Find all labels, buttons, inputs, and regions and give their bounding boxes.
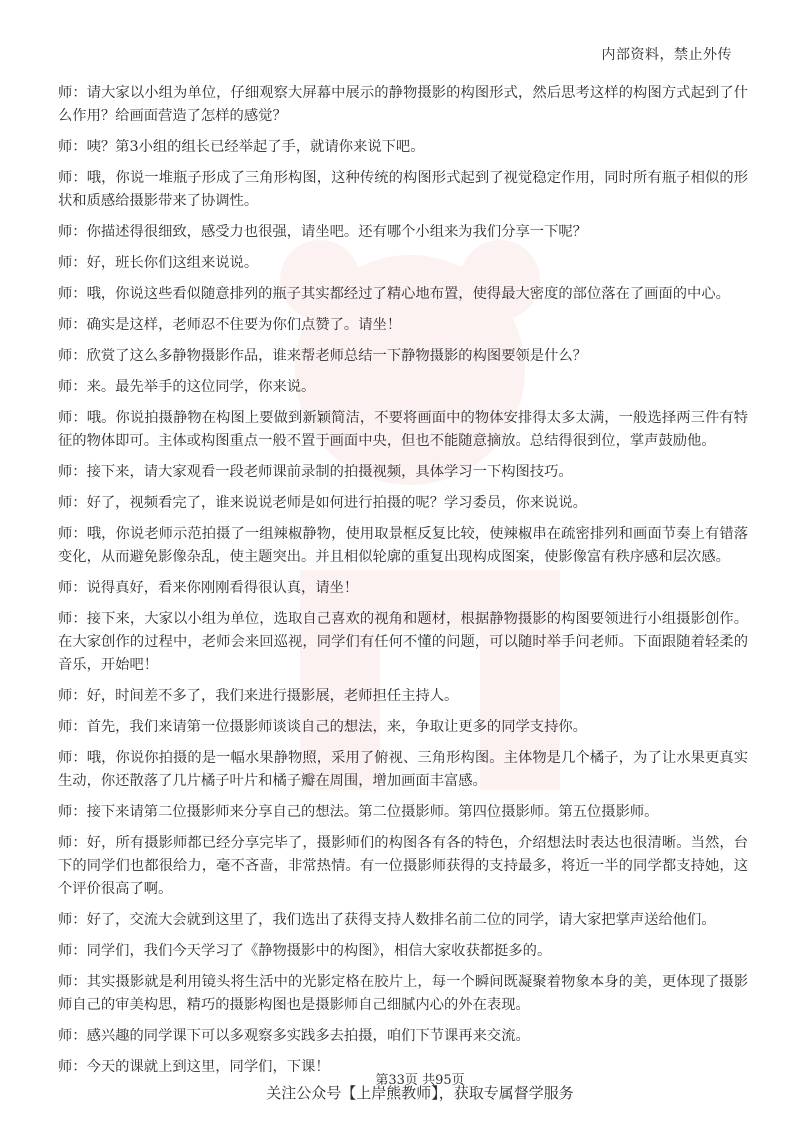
teacher-speech-paragraph: 师：好，所有摄影师都已经分享完毕了，摄影师们的构图各有各的特色，介绍想法时表达也很清晰。当然，台下的同学们也都很给力，毫不吝啬，非常热情。有一位摄影师获得的支持最多，将近一半的同学都支持她，这个评价很高了啊。	[58, 835, 748, 897]
teacher-speech-paragraph: 师：哦，你说你拍摄的是一幅水果静物照，采用了俯视、三角形构图。主体物是几个橘子，为了让水果更真实生动，你还散落了几片橘子叶片和橘子瓣在周围，增加画面丰富感。	[58, 750, 748, 789]
teacher-speech-paragraph: 师：你描述得很细致，感受力也很强，请坐吧。还有哪个小组来为我们分享一下呢？	[58, 224, 587, 240]
teacher-speech-paragraph: 师：咦？第3小组的组长已经举起了手，就请你来说下吧。	[58, 139, 425, 155]
teacher-speech-paragraph: 师：其实摄影就是利用镜头将生活中的光影定格在胶片上，每一个瞬间既凝聚着物象本身的美，更体现了摄影师自己的审美构思，精巧的摄影构图也是摄影师自己细腻内心的外在表现。	[58, 974, 748, 1013]
teacher-speech-paragraph: 师：哦，你说一堆瓶子形成了三角形构图，这种传统的构图形式起到了视觉稳定作用，同时所有瓶子相似的形状和质感给摄影带来了协调性。	[58, 170, 748, 209]
teacher-speech-paragraph: 师：确实是这样，老师忍不住要为你们点赞了。请坐！	[58, 317, 402, 333]
teacher-speech-paragraph: 师：哦。你说拍摄静物在构图上要做到新颖简洁，不要将画面中的物体安排得太多太满，一般选择两三件有特征的物体即可。主体或构图重点一般不置于画面中央，但也不能随意摘放。总结得很到位，掌声鼓励他。	[58, 410, 748, 449]
teacher-speech-paragraph: 师：来。最先举手的这位同学，你来说。	[58, 379, 316, 395]
footer-promo-note: 关注公众号【上岸熊教师】，获取专属督学服务	[266, 1084, 574, 1102]
teacher-speech-paragraph: 师：接下来，请大家观看一段老师课前录制的拍摄视频，具体学习一下构图技巧。	[58, 464, 573, 480]
teacher-speech-paragraph: 师：接下来请第二位摄影师来分享自己的想法。第二位摄影师。第四位摄影师。第五位摄影师。	[58, 804, 659, 820]
teacher-speech-paragraph: 师：好了，视频看完了，谁来说说老师是如何进行拍摄的呢？学习委员，你来说说。	[58, 495, 587, 511]
teacher-speech-paragraph: 师：今天的课就上到这里，同学们，下课！	[58, 1059, 330, 1075]
confidential-note: 内部资料，禁止外传	[601, 47, 732, 63]
teacher-speech-paragraph: 师：好，班长你们这组来说说。	[58, 255, 259, 271]
page-number: 第33页 共95页	[375, 1073, 465, 1088]
teacher-speech-paragraph: 师：感兴趣的同学课下可以多观察多实践多去拍摄，咱们下节课再来交流。	[58, 1028, 530, 1044]
teacher-speech-paragraph: 师：哦，你说老师示范拍摄了一组辣椒静物，使用取景框反复比较，使辣椒串在疏密排列和画面节奏上有错落变化，从而避免影像杂乱，使主题突出。并且相似轮廓的重复出现构成图案，使影像富有秩序感和层次感。	[58, 526, 748, 565]
teacher-speech-paragraph: 师：欣赏了这么多静物摄影作品，谁来帮老师总结一下静物摄影的构图要领是什么？	[58, 348, 587, 364]
lesson-transcript	[58, 82, 748, 1087]
teacher-speech-paragraph: 师：哦，你说这些看似随意排列的瓶子其实都经过了精心地布置，使得最大密度的部位落在了画面的中心。	[58, 286, 730, 302]
teacher-speech-paragraph: 师：首先，我们来请第一位摄影师谈谈自己的想法，来，争取让更多的同学支持你。	[58, 719, 587, 735]
teacher-speech-paragraph: 师：好了，交流大会就到这里了，我们选出了获得支持人数排名前二位的同学，请大家把掌声送给他们。	[58, 912, 716, 928]
teacher-speech-paragraph: 师：好，时间差不多了，我们来进行摄影展，老师担任主持人。	[58, 688, 459, 704]
teacher-speech-paragraph: 师：接下来，大家以小组为单位，选取自己喜欢的视角和题材，根据静物摄影的构图要领进行小组摄影创作。在大家创作的过程中，老师会来回巡视，同学们有任何不懂的问题，可以随时举手问老师。下面跟随着轻柔的音乐，开始吧！	[58, 611, 748, 673]
teacher-speech-paragraph: 师：说得真好，看来你刚刚看得很认真，请坐！	[58, 580, 359, 596]
teacher-speech-paragraph: 师：请大家以小组为单位，仔细观察大屏幕中展示的静物摄影的构图形式，然后思考这样的构图方式起到了什么作用？给画面营造了怎样的感觉？	[58, 85, 748, 124]
teacher-speech-paragraph: 师：同学们，我们今天学习了《静物摄影中的构图》，相信大家收获都挺多的。	[58, 943, 552, 959]
